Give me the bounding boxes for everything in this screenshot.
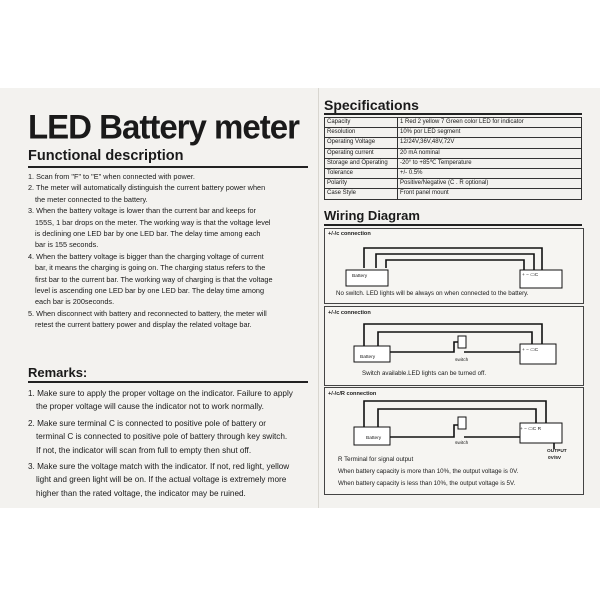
func-line: 5. When disconnect with battery and reconnected to battery, the meter will <box>28 308 267 318</box>
remark-line: higher than the rated voltage, the indicator may be ruined. <box>36 488 246 498</box>
spec-value: 10% por LED segment <box>398 128 582 138</box>
func-line: 2. The meter will automatically distinguish the current battery power when <box>28 183 266 193</box>
func-line: first bar to the current bar. The working way of charging is that the voltage <box>35 274 273 284</box>
remark-line: 2. Make sure terminal C is connected to positive pole of battery or <box>28 418 267 428</box>
spec-value: 12/24V,36V,48V,72V <box>398 138 582 148</box>
func-line: 3. When the battery voltage is lower than the current bar and keeps for <box>28 206 256 216</box>
spec-key: Operating current <box>325 148 398 158</box>
wiring-rule <box>324 224 582 226</box>
func-line: the meter connected to the battery. <box>35 194 148 204</box>
table-row <box>325 189 582 199</box>
output-voltage-label: 0V/5V <box>548 456 562 461</box>
switch-label: switch <box>455 358 469 363</box>
spec-value: 20 mA nominal <box>398 148 582 158</box>
diagram-label: +/-/c/R connection <box>328 391 377 397</box>
switch-label: switch <box>455 441 469 446</box>
diagram-caption: Switch available.LED lights can be turned off. <box>362 370 487 377</box>
spec-key: Case Style <box>325 189 398 199</box>
battery-label: Battery <box>360 355 376 360</box>
table-row <box>325 179 582 189</box>
page-fold <box>318 88 319 508</box>
spec-key: Polarity <box>325 179 398 189</box>
table-row <box>325 118 582 128</box>
remark-line: terminal C is connected to positive pole of battery through key switch. <box>36 432 288 442</box>
remark-line: 1. Make sure to apply the proper voltage on the indicator. Failure to apply <box>28 389 293 398</box>
func-line: 155S, 1 bar drops on the meter. The working way is that the voltage level <box>35 217 271 227</box>
remark-line: If not, the indicator will scan from full to empty then shut off. <box>36 445 252 455</box>
func-line: 4. When the battery voltage is bigger than the charging voltage of current <box>28 251 264 261</box>
meter-terminals: + − ▭C R <box>520 427 542 432</box>
diagram-3-drawing <box>324 387 582 493</box>
specifications-rule <box>324 113 582 115</box>
output-label: OUTPUT <box>547 449 567 454</box>
wiring-heading: Wiring Diagram <box>324 208 420 223</box>
spec-key: Resolution <box>325 128 398 138</box>
spec-value: Positive/Negative (C . R optional) <box>398 179 582 189</box>
diagram-caption: No switch. LED lights will be always on when connected to the battery. <box>336 290 529 297</box>
remark-line: light and green light will be on. If the actual voltage is extremely more <box>36 475 287 485</box>
battery-label: Battery <box>352 274 368 279</box>
table-row <box>325 168 582 178</box>
spec-value: Front panel mount <box>398 189 582 199</box>
meter-terminals: + − ▭C <box>522 348 539 353</box>
table-row <box>325 138 582 148</box>
functional-rule <box>28 166 308 168</box>
spec-key: Storage and Operating <box>325 158 398 168</box>
func-line: retest the current battery power and display the related voltage bar. <box>35 320 252 330</box>
remark-line: 3. Make sure the voltage match with the indicator. If not, red light, yellow <box>28 462 290 472</box>
remarks-list <box>28 388 316 501</box>
spec-value: 1 Red 2 yellow 7 Green color LED for indicator <box>398 118 582 128</box>
spec-key: Operating Voltage <box>325 138 398 148</box>
diagram-label: +/-/c connection <box>328 231 371 237</box>
spec-key: Tolerance <box>325 168 398 178</box>
specifications-heading: Specifications <box>324 97 419 113</box>
remarks-rule <box>28 381 308 383</box>
table-row <box>325 148 582 158</box>
functional-description <box>28 171 313 331</box>
spec-value: -20° to +85℃ Temperature <box>398 158 582 168</box>
diagram-label: +/-/c connection <box>328 310 371 316</box>
table-row <box>325 128 582 138</box>
document-title: LED Battery meter <box>28 107 299 146</box>
func-line: bar is 155 seconds. <box>35 240 99 250</box>
remark-line: the proper voltage will cause the indicator not to work normally. <box>36 402 264 412</box>
remarks-heading: Remarks: <box>28 365 88 380</box>
specifications-table <box>324 117 582 200</box>
diagram-note: R Terminal for signal output <box>338 456 414 463</box>
functional-heading: Functional description <box>28 148 184 164</box>
func-line: each bar is 200seconds. <box>35 297 115 307</box>
battery-label: Battery <box>366 436 382 441</box>
func-line: is declining one LED bar by one LED bar. The delay time among each <box>35 229 261 239</box>
func-line: bar, it means the charging is going on. The charging status refers to the <box>35 263 266 273</box>
diagram-note: When battery capacity is more than 10%, the output voltage is 0V. <box>338 468 519 475</box>
meter-terminals: + − ▭C <box>522 273 539 278</box>
spec-key: Capacity <box>325 118 398 128</box>
table-row <box>325 158 582 168</box>
func-line: level is ascending one LED bar by one LED bar. The delay time among <box>35 286 265 296</box>
spec-value: +/- 0.5% <box>398 168 582 178</box>
func-line: 1. Scan from "F" to "E" when connected with power. <box>28 172 195 181</box>
diagram-note: When battery capacity is less than 10%, the output voltage is 5V. <box>338 480 516 487</box>
